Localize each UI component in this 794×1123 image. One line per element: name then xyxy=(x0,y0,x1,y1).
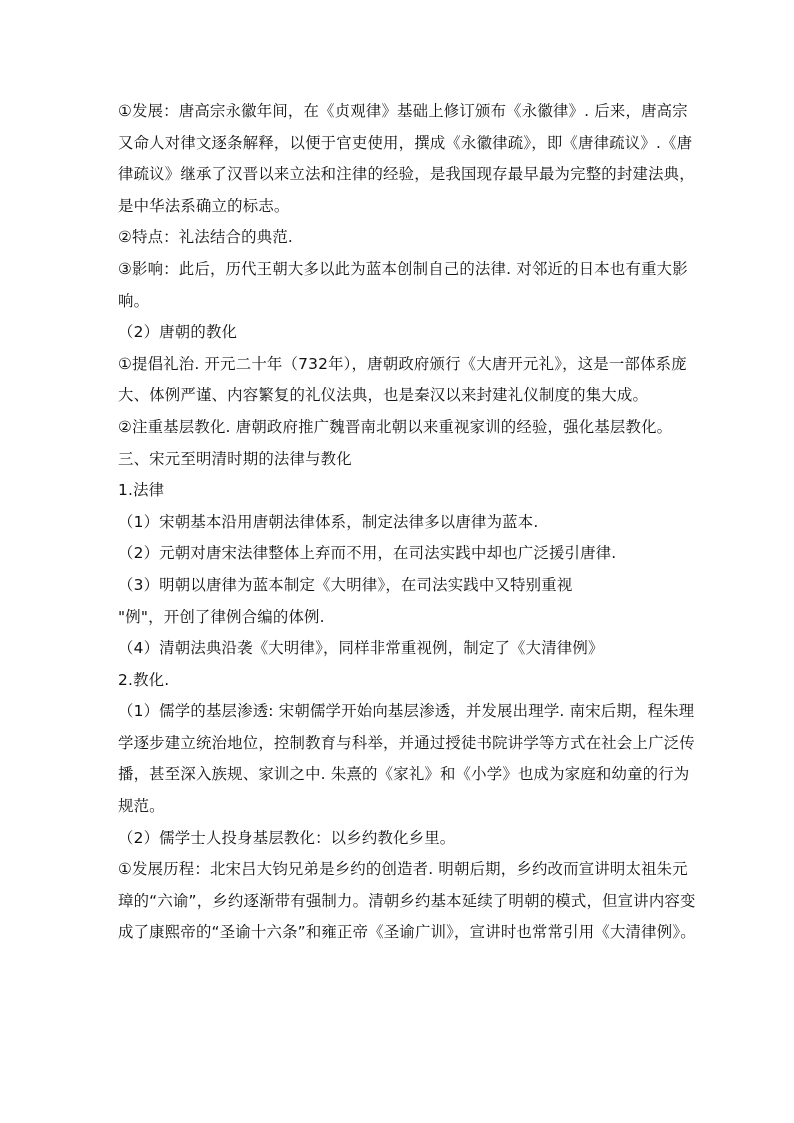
subheading-law: 1.法律 xyxy=(118,481,165,500)
paragraph-yuan-law: （2）元朝对唐宋法律整体上弃而不用，在司法实践中却也广泛援引唐律. xyxy=(118,544,617,563)
paragraph-confucian-penetration: （1）儒学的基层渗透: 宋朝儒学开始向基层渗透，并发展出理学. 南宋后期，程朱理学逐步建立统治地位，控制教育与科举，并通过授徒书院讲学等方式在社会上广泛传播，甚至深入族规、家训之中. 朱熹的《家礼》和《小学》也成为家庭和幼童的行为规范。 xyxy=(118,702,695,816)
paragraph-scholars-grassroots: （2）儒学士人投身基层教化：以乡约教化乡里。 xyxy=(118,828,456,847)
subheading-education: 2.教化. xyxy=(118,670,170,689)
paragraph-grassroots-education: ②注重基层教化. 唐朝政府推广魏晋南北朝以来重视家训的经验，强化基层教化。 xyxy=(118,417,673,436)
subheading-tang-education: （2）唐朝的教化 xyxy=(118,323,238,342)
paragraph-song-law: （1）宋朝基本沿用唐朝法律体系，制定法律多以唐律为蓝本. xyxy=(118,512,539,531)
paragraph-ritual-governance: ①提倡礼治. 开元二十年（732年），唐朝政府颁行《大唐开元礼》，这是一部体系庞大、体例严谨、内容繁复的礼仪法典，也是秦汉以来封建礼仪制度的集大成。 xyxy=(118,354,687,405)
paragraph-ming-law-line-1: （3）明朝以唐律为蓝本制定《大明律》，在司法实践中又特别重视 xyxy=(118,575,573,594)
paragraph-tang-law-feature: ②特点：礼法结合的典范. xyxy=(118,228,293,247)
paragraph-ming-law-line-2: "例"，开创了律例合编的体例. xyxy=(118,607,325,626)
section-heading-song-to-qing: 三、宋元至明清时期的法律与教化 xyxy=(118,449,352,468)
paragraph-qing-law: （4）清朝法典沿袭《大明律》，同样非常重视例，制定了《大清律例》 xyxy=(118,639,604,658)
paragraph-tang-law-development: ①发展：唐高宗永徽年间，在《贞观律》基础上修订颁布《永徽律》. 后来，唐高宗又命人对律文逐条解释，以便于官吏使用，撰成《永徽律疏》，即《唐律疏议》.《唐律疏议》继承了汉晋以来立法和注律的经验，是我国现存最早最为完整的封建法典，是中华法系确立的标志。 xyxy=(118,102,695,215)
paragraph-tang-law-influence: ③影响：此后，历代王朝大多以此为蓝本创制自己的法律. 对邻近的日本也有重大影响。 xyxy=(118,259,688,310)
paragraph-village-compact-history: ①发展历程：北宋吕大钧兄弟是乡约的创造者. 明朝后期，乡约改而宣讲明太祖朱元璋的“六谕”，乡约逐渐带有强制力。清朝乡约基本延续了明朝的模式，但宣讲内容变成了康熙帝的“圣谕十六条”和雍正帝《圣谕广训》，宣讲时也常常引用《大清律例》。 xyxy=(118,860,696,942)
document-body xyxy=(118,96,698,949)
